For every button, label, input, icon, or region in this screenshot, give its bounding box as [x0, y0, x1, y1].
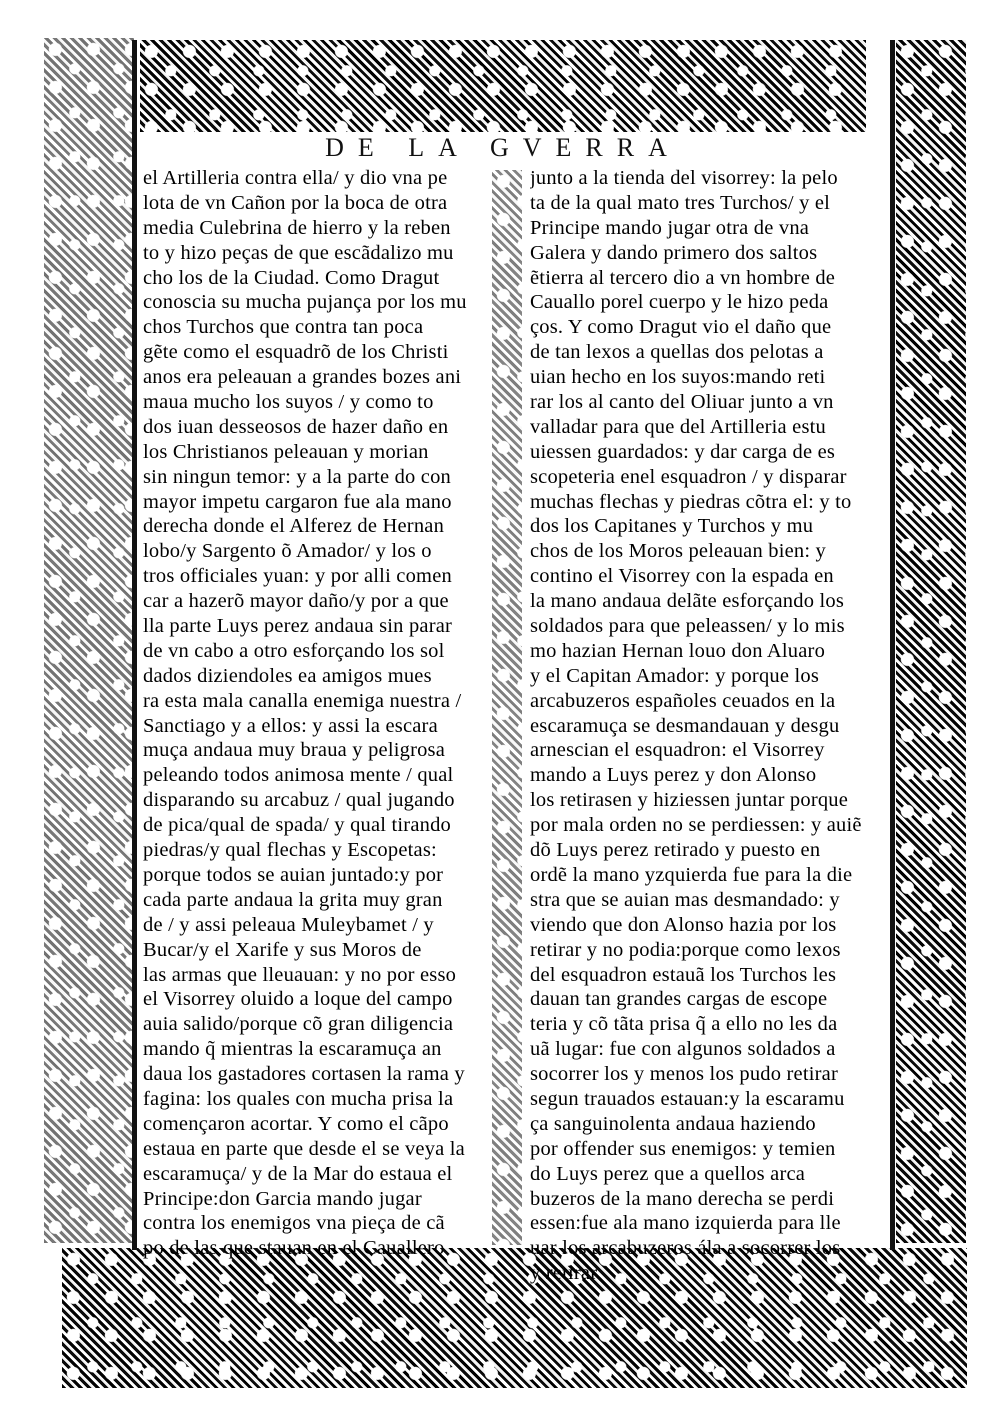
text-line: socorrer los y menos los pudo retirar	[530, 1063, 838, 1086]
text-line: gẽte como el esquadrõ de los Christi	[143, 341, 449, 364]
text-line: ços. Y como Dragut vio el daño que	[530, 316, 832, 339]
text-line: las armas que lleuauan: y no por esso	[143, 963, 457, 986]
text-line: Sanctiago y a ellos: y assi la escara	[143, 714, 438, 737]
text-line: chos Turchos que contra tan poca	[143, 316, 424, 339]
text-line: la mano andaua delãte esforçando los	[530, 590, 844, 613]
right-rule	[890, 40, 895, 1250]
text-line: mayor impetu cargaron fue ala mano	[143, 490, 452, 513]
text-line: uar los arcabuzeros ála a socorrer los	[530, 1237, 841, 1260]
left-rule	[132, 40, 137, 1250]
text-line: arcabuzeros españoles ceuados en la	[530, 689, 836, 712]
text-line: estaua en parte que desde el se veya la	[143, 1137, 465, 1160]
text-line: retirar y no podia:porque como lexos	[530, 938, 841, 961]
text-line: ordẽ la mano yzquierda fue para la die	[530, 863, 853, 886]
text-line: viendo que don Alonso hazia por los	[530, 913, 837, 936]
text-line: muchas flechas y piedras cõtra el: y to	[530, 490, 852, 513]
text-line: por offender sus enemigos: y temien	[530, 1137, 836, 1160]
text-line: mando a Luys perez y don Alonso	[530, 764, 817, 787]
text-line: uian hecho en los suyos:mando reti	[530, 366, 826, 389]
text-line: dauan tan grandes cargas de escope	[530, 988, 828, 1011]
text-line: essen:fue ala mano izquierda para lle	[530, 1212, 841, 1235]
text-line: daua los gastadores cortasen la rama y	[143, 1063, 465, 1086]
text-line: segun trauados estauan:y la escaramu	[530, 1087, 845, 1110]
text-line: y retirar	[530, 1262, 598, 1285]
running-header: DE LA GVERRA	[325, 133, 681, 162]
text-line: tros officiales yuan: y por alli comen	[143, 565, 452, 588]
text-line: soldados para que peleassen/ y lo mis	[530, 615, 845, 638]
text-line: to y hizo peças de que escãdalizo mu	[143, 241, 454, 264]
text-line: mo hazian Hernan louo don Aluaro	[530, 639, 826, 662]
text-line: valladar para que del Artilleria estu	[530, 415, 826, 438]
text-line: peleando todos animosa mente / qual	[143, 764, 454, 787]
text-line: scopeteria enel esquadron / y disparar	[530, 465, 847, 488]
text-line: mando q̃ mientras la escaramuça an	[143, 1038, 442, 1061]
text-line: lota de vn Cañon por la boca de otra	[143, 191, 448, 214]
text-line: del esquadron estauã los Turchos les	[530, 963, 837, 986]
text-line: Galera y dando primero dos saltos	[530, 241, 818, 264]
text-line: de / y assi peleaua Muleybamet / y	[143, 913, 434, 936]
text-line: chos de los Moros peleauan bien: y	[530, 540, 827, 563]
text-line: cho los de la Ciudad. Como Dragut	[143, 266, 440, 289]
text-line: arnescian el esquadron: el Visorrey	[530, 739, 825, 762]
text-line: los Christianos peleauan y morian	[143, 440, 429, 463]
text-line: fagina: los quales con mucha prisa la	[143, 1087, 454, 1110]
text-line: cada parte andaua la grita muy gran	[143, 888, 443, 911]
text-line: muça andaua muy braua y peligrosa	[143, 739, 446, 762]
text-line: de vn cabo a otro esforçando los sol	[143, 639, 445, 662]
text-line: y el Capitan Amador: y porque los	[530, 664, 819, 687]
text-line: de pica/qual de spada/ y qual tirando	[143, 814, 451, 837]
right-ornamental-border	[896, 40, 966, 1243]
left-ornamental-border	[44, 38, 134, 1243]
left-text-column	[143, 166, 491, 1261]
text-line: buzeros de la mano derecha se perdi	[530, 1187, 835, 1210]
text-line: conoscia su mucha pujança por los mu	[143, 291, 467, 314]
text-line: junto a la tienda del visorrey: la pelo	[530, 167, 838, 189]
gutter-ornament	[492, 170, 522, 1245]
text-line: uã lugar: fue con algunos soldados a	[530, 1038, 836, 1061]
text-line: de tan lexos a quellas dos pelotas a	[530, 341, 824, 364]
text-line: el Artilleria contra ella/ y dio vna pe	[143, 167, 448, 189]
text-line: Cauallo porel cuerpo y le hizo peda	[530, 291, 829, 314]
text-line: auia salido/porque cõ gran diligencia	[143, 1013, 454, 1036]
text-line: porque todos se auian juntado:y por	[143, 863, 444, 886]
text-line: anos era peleauan a grandes bozes ani	[143, 366, 462, 389]
text-line: Principe:don Garcia mando jugar	[143, 1187, 422, 1210]
text-line: por mala orden no se perdiessen: y auiẽ	[530, 814, 862, 837]
text-line: teria y cõ tãta prisa q̃ a ello no les da	[530, 1013, 838, 1036]
text-line: dos los Capitanes y Turchos y mu	[530, 515, 814, 538]
text-line: piedras/y qual flechas y Escopetas:	[143, 839, 437, 862]
text-line: uiessen guardados: y dar carga de es	[530, 440, 836, 463]
text-line: car a hazerõ mayor daño/y por a que	[143, 590, 449, 613]
text-line: Principe mando jugar otra de vna	[530, 216, 810, 239]
text-line: Bucar/y el Xarife y sus Moros de	[143, 938, 422, 961]
text-line: disparando su arcabuz / qual jugando	[143, 789, 455, 812]
text-line: ra esta mala canalla enemiga nuestra /	[143, 689, 462, 712]
text-line: contino el Visorrey con la espada en	[530, 565, 834, 588]
text-line: sin ningun temor: y a la parte do con	[143, 465, 451, 488]
text-line: maua mucho los suyos / y como to	[143, 391, 434, 414]
text-line: media Culebrina de hierro y la reben	[143, 216, 451, 239]
text-line: derecha donde el Alferez de Hernan	[143, 515, 445, 538]
text-line: escaramuça se desmandauan y desgu	[530, 714, 840, 737]
text-line: dos iuan desseosos de hazer daño en	[143, 415, 449, 438]
text-line: stra que se auian mas desmandado: y	[530, 888, 840, 911]
top-ornamental-border	[140, 40, 866, 132]
text-line: po de las que stauan en el Cauallero	[143, 1237, 445, 1260]
text-line: ça sanguinolenta andaua haziendo	[530, 1112, 816, 1135]
text-line: el Visorrey oluido a loque del campo	[143, 988, 453, 1011]
right-text-column	[530, 166, 882, 1286]
text-line: lobo/y Sargento õ Amador/ y los o	[143, 540, 432, 563]
text-line: los retirasen y hiziessen juntar porque	[530, 789, 849, 812]
text-line: escaramuça/ y de la Mar do estaua el	[143, 1162, 453, 1185]
text-line: ta de la qual mato tres Turchos/ y el	[530, 191, 831, 214]
text-line: contra los enemigos vna pieça de cã	[143, 1212, 445, 1235]
text-line: lla parte Luys perez andaua sin parar	[143, 615, 453, 638]
text-line: ẽtierra al tercero dio a vn hombre de	[530, 266, 836, 289]
text-line: rar los al canto del Oliuar junto a vn	[530, 391, 834, 414]
text-line: començaron acortar. Y como el cãpo	[143, 1112, 449, 1135]
text-line: dõ Luys perez retirado y puesto en	[530, 839, 821, 862]
text-line: dados diziendoles ea amigos mues	[143, 664, 432, 687]
text-line: do Luys perez que a quellos arca	[530, 1162, 806, 1185]
